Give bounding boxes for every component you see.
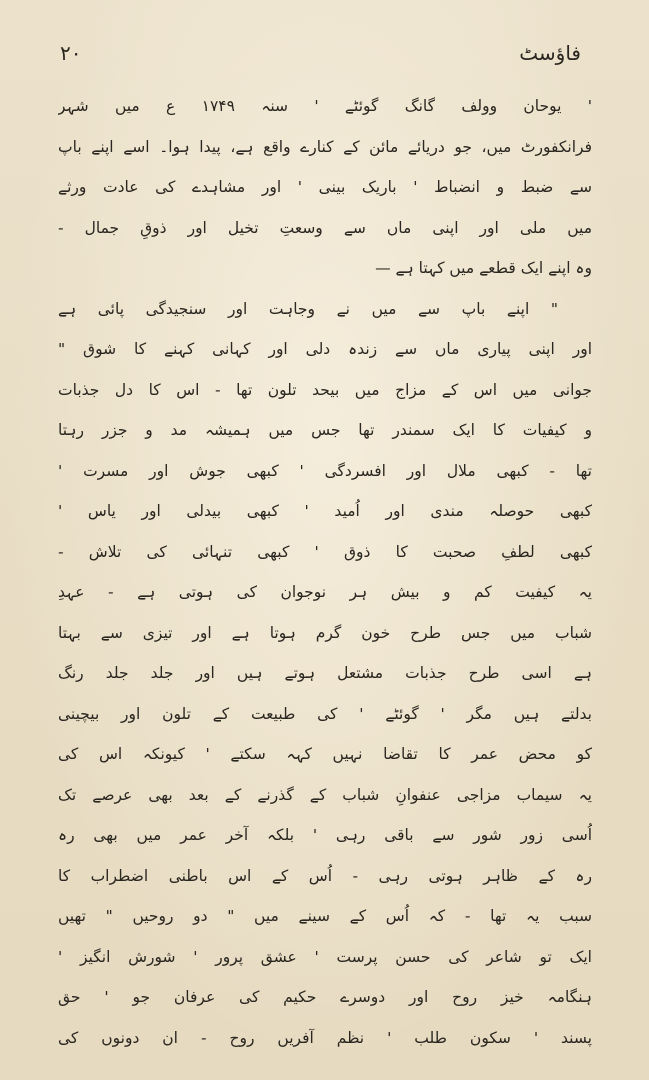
text-line: کبھی لطفِ صحبت کا ذوق ' کبھی تنہائی کی تلاش - [58, 542, 592, 561]
page-number: ۲۰ [60, 41, 82, 65]
text-line: فرانکفورٹ میں، جو دریائے مائن کے کنارے واقع ہے، پیدا ہوا۔ اسے اپنے باپ [58, 137, 592, 156]
text-line: یہ سیماب مزاجی عنفوانِ شباب کے گذرنے کے بعد بھی عرصے تک [58, 785, 592, 804]
text-line: میں ملی اور اپنی ماں سے وسعتِ تخیل اور ذوقِ جمال - [58, 218, 592, 237]
text-line: ہنگامہ خیز روح اور دوسرے حکیم کی عرفان جو ' حق [58, 988, 592, 1006]
body-text [58, 86, 592, 1058]
quote-line: اور اپنی پیاری ماں سے زندہ دلی اور کہانی کہنے کا شوق " [58, 340, 592, 358]
text-line: ہے اسی طرح جذبات مشتعل ہوتے ہیں اور جلد جلد رنگ [58, 664, 592, 682]
text-line: ایک تو شاعر کی حسن پرست ' عشق پرور ' شورش انگیز ' [58, 947, 592, 966]
text-line: کبھی حوصلہ مندی اور اُمید ' کبھی بیدلی اور یاس ' [58, 502, 592, 520]
text-line: و کیفیات کا ایک سمندر تھا جس میں ہمیشہ مد و جزر رہتا [58, 421, 592, 439]
text-line: اُسی زور شور سے باقی رہی ' بلکہ آخر عمر میں بھی رہ [58, 826, 592, 844]
page-header [60, 38, 581, 72]
text-line: کو محض عمر کا تقاضا نہیں کہہ سکتے ' کیونکہ اس کی [58, 745, 592, 763]
text-line: رہ کے ظاہر ہوتی رہی - اُس کے اس باطنی اضطراب کا [58, 866, 592, 885]
text-line: پسند ' سکون طلب ' نظم آفریں روح - ان دونوں کی [58, 1028, 592, 1047]
running-title: فاؤسٹ [519, 41, 581, 65]
text-line: شباب میں جس طرح خون گرم ہوتا ہے اور تیزی سے بہتا [58, 623, 592, 642]
text-line: تھا - کبھی ملال اور افسردگی ' کبھی جوش اور مسرت ' [58, 461, 592, 480]
text-line: جوانی میں اس کے مزاج میں بیحد تلون تھا - اس کا دل جذبات [58, 380, 592, 399]
quote-line: " اپنے باپ سے میں نے وجاہت اور سنجیدگی پائی ہے [58, 299, 558, 318]
text-line: ' یوحان وولف گانگ گوئٹے ' سنہ ۱۷۴۹ ع میں شہر [58, 97, 592, 115]
text-line: بدلتے ہیں مگر ' گوئٹے ' کی طبیعت کے تلون اور بیچینی [58, 704, 592, 723]
text-line: سبب یہ تھا - کہ اُس کے سینے میں " دو روحیں " تھیں [58, 907, 592, 925]
text-line: وہ اپنے ایک قطعے میں کہتا ہے — [375, 259, 592, 277]
text-line: یہ کیفیت کم و بیش ہر نوجوان کی ہوتی ہے - عہدِ [58, 583, 592, 601]
text-line: سے ضبط و انضباط ' باریک بینی ' اور مشاہدے کی عادت ورثے [58, 178, 592, 196]
